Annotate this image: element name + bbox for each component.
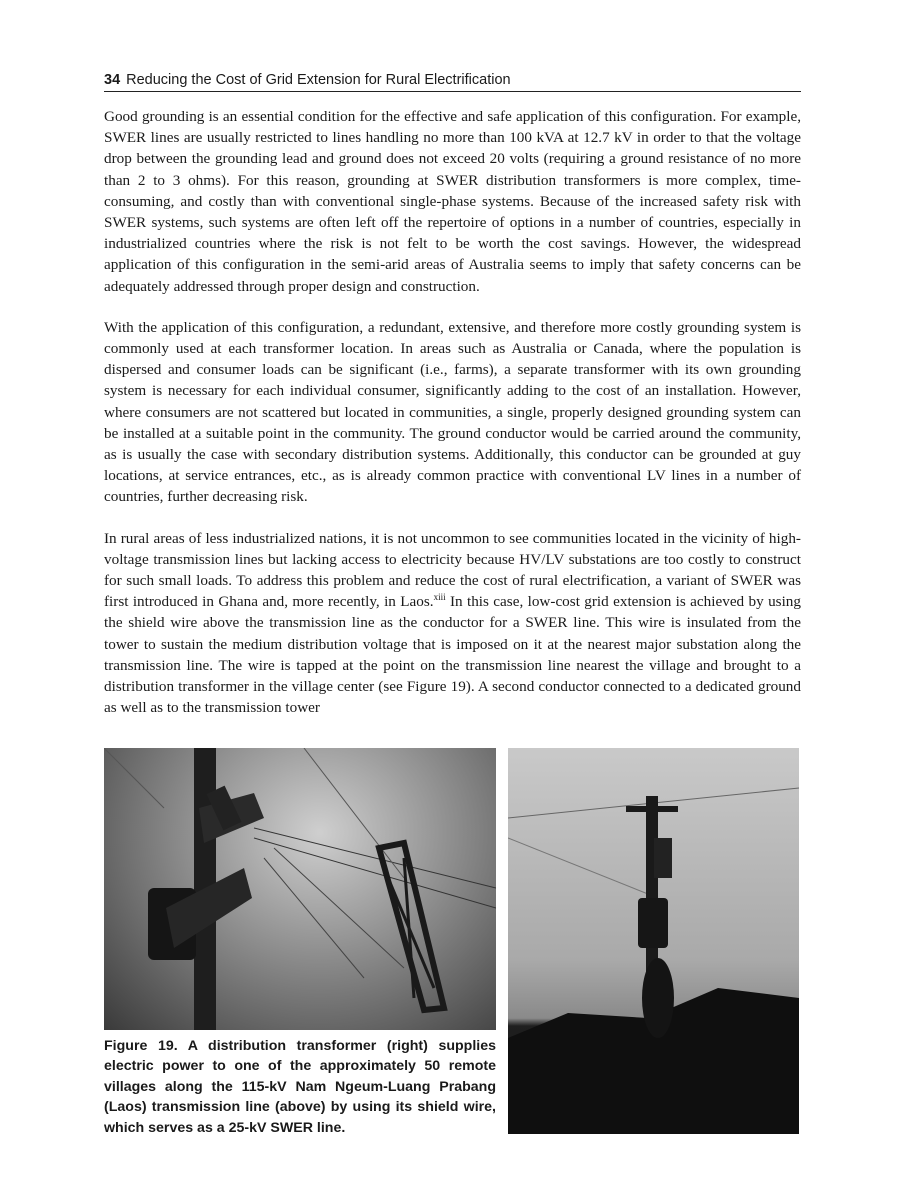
running-header	[104, 72, 801, 92]
running-title: Reducing the Cost of Grid Extension for Rural Electrification	[126, 72, 511, 88]
paragraph-shield-wire	[104, 528, 801, 719]
transmission-line-drawing	[104, 748, 496, 1030]
paragraph-shield-wire-part2: In this case, low-cost grid extension is achieved by using the shield wire above the transmission line as the conductor for a SWER line. This wire is insulated from the tower to sustain the medium distribution voltage that is imposed on it at the nearest major substation along the transmission line. The wire is tapped at the point on the transmission line nearest the village and brought to a distribution transformer in the village center (see Figure 19). A second conductor connected to a dedicated ground as well as to the transmission tower	[104, 593, 801, 717]
transmission-line-photo	[104, 748, 496, 1030]
paragraph-redundant-grounding: With the application of this configuration, a redundant, extensive, and therefore more costly grounding system is commonly used at each transformer location. In areas such as Australia or Canada, where the population is dispersed and consumer loads can be significant (i.e., farms), a separate transformer with its own grounding system is necessary for each individual consumer, significantly adding to the cost of an installation. However, where consumers are not scattered but located in communities, a single, properly designed grounding system can be installed at a suitable point in the community. The ground conductor would be carried around the community, as is usually the case with secondary distribution systems. Additionally, this conductor can be grounded at guy locations, at service entrances, etc., as is already common practice with conventional LV lines in a number of countries, further decreasing risk.	[104, 318, 801, 506]
paragraph-grounding: Good grounding is an essential condition for the effective and safe application of this configuration. For example, SWER lines are usually restricted to lines handling no more than 100 kVA at 12.7 kV in order to that the voltage drop between the grounding lead and ground does not exceed 20 volts (requiring a ground resistance of no more than 2 to 3 ohms). For this reason, grounding at SWER distribution transformers is more complex, time-consuming, and costly than with conventional single-phase systems. Because of the increased safety risk with SWER systems, such systems are often left off the repertoire of options in a number of countries, especially in industrialized countries where the risk is not felt to be worth the cost savings. However, the widespread application of this configuration in the semi-arid areas of Australia seems to imply that safety concerns can be adequately addressed through proper design and construction.	[104, 108, 801, 295]
footnote-marker: xiii	[433, 592, 446, 603]
paragraph-shield-wire-part1: In rural areas of less industrialized nations, it is not uncommon to see communities located in the vicinity of high-voltage transmission lines but lacking access to electricity because HV/LV substations are too costly to construct for such small loads. To address this problem and reduce the cost of rural electrification, a variant of SWER was first introduced in Ghana and, more recently, in Laos.	[104, 529, 801, 611]
body-text	[104, 106, 801, 738]
page-number: 34	[104, 72, 121, 88]
village-transformer-drawing	[508, 748, 799, 1134]
village-transformer-photo	[508, 748, 799, 1134]
figure-caption: Figure 19. A distribution transformer (right) supplies electric power to one of the approximately 50 remote villages along the 115-kV Nam Ngeum-Luang Prabang (Laos) transmission line (above) by using its shield wire, which serves as a 25-kV SWER line.	[104, 1038, 496, 1136]
